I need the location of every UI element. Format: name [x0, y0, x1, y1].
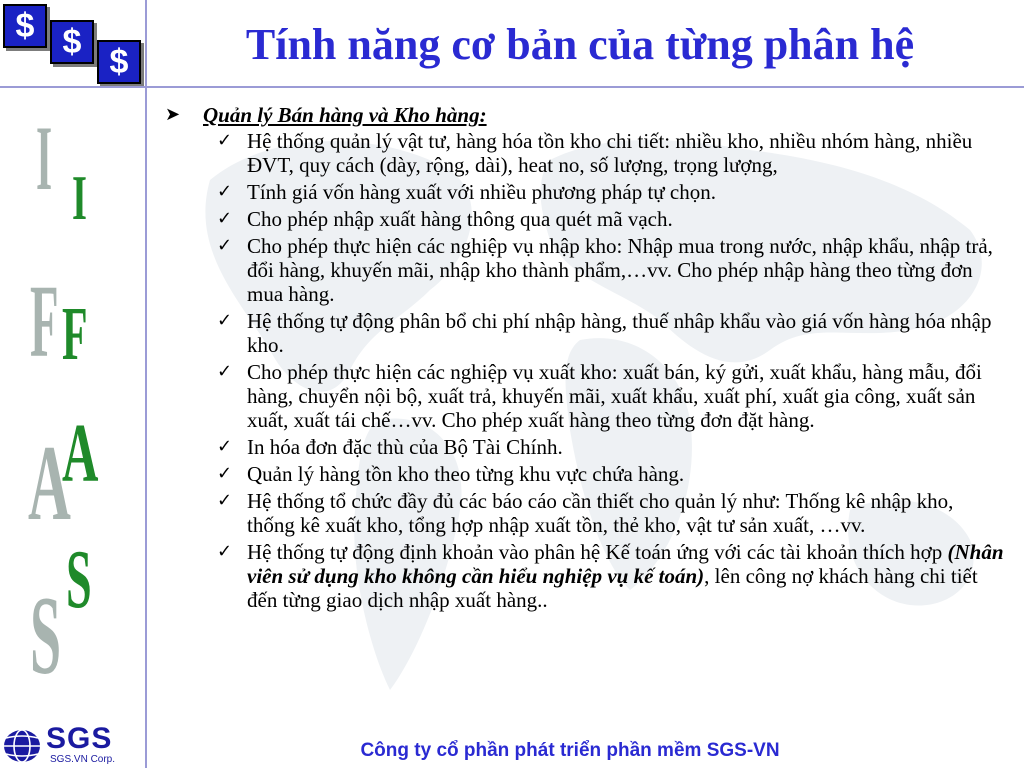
dollar-logo-tile-1: $	[3, 4, 47, 48]
sgs-logo-subtitle: SGS.VN Corp.	[50, 754, 116, 765]
section-heading: Quản lý Bán hàng và Kho hàng:	[203, 103, 487, 127]
list-item-text: Hệ thống tổ chức đầy đủ các báo cáo cần thiết cho quản lý như: Thống kê nhập kho, thống kê xuất kho, tổng hợp nhập xuất tồn, thẻ kho, vật tư sản xuất, …vv.	[247, 489, 954, 537]
list-item	[165, 360, 1005, 432]
globe-icon	[2, 728, 42, 764]
checkmark-icon: ✓	[217, 361, 233, 382]
list-item	[165, 207, 1005, 231]
dollar-logo-tile-2: $	[50, 20, 94, 64]
list-item-text-part: Hệ thống tự động định khoản vào phân hệ Kế toán ứng với các tài khoản thích hợp	[247, 540, 948, 564]
list-item-text: Cho phép nhập xuất hàng thông qua quét mã vạch.	[247, 207, 673, 231]
list-item	[165, 129, 1005, 177]
side-letter-green-a: A	[62, 407, 99, 500]
checkmark-icon: ✓	[217, 541, 233, 562]
list-item-text: Hệ thống tự động phân bổ chi phí nhập hàng, thuế nhâp khẩu vào giá vốn hàng hóa nhập kho.	[247, 309, 992, 357]
checkmark-icon: ✓	[217, 490, 233, 511]
section-heading-row	[165, 103, 1005, 127]
checkmark-icon: ✓	[217, 130, 233, 151]
side-letter-gray-a: A	[28, 424, 71, 543]
dollar-logo-tile-3: $	[97, 40, 141, 84]
list-item-emphasis: (Nhân viên sử dụng kho không cần hiểu nghiệp vụ kế toán)	[247, 540, 1004, 588]
list-item	[165, 234, 1005, 306]
list-item-text-part: , lên công nợ khách hàng chi tiết đến từng giao dịch nhập xuất hàng..	[247, 564, 978, 612]
page-title: Tính năng cơ bản của từng phân hệ	[245, 20, 915, 69]
list-item	[165, 435, 1005, 459]
list-item-text: Quản lý hàng tồn kho theo từng khu vực chứa hàng.	[247, 462, 685, 486]
side-letter-gray-f: F	[30, 264, 59, 379]
list-item-text	[247, 540, 1005, 612]
header-divider	[0, 86, 1024, 88]
sidebar-divider	[145, 0, 147, 768]
footer-company-name: Công ty cổ phần phát triển phần mềm SGS-VN	[360, 740, 780, 761]
list-item-text: Cho phép thực hiện các nghiệp vụ nhập kho: Nhập mua trong nước, nhập khẩu, nhập trả, đổi hàng, khuyến mãi, nhập kho thành phẩm,…vv. Cho phép nhập hàng theo từng đơn mua hàng.	[247, 234, 993, 306]
sgs-logo	[2, 722, 146, 766]
checkmark-icon: ✓	[217, 463, 233, 484]
checkmark-icon: ✓	[217, 235, 233, 256]
checkmark-icon: ✓	[217, 181, 233, 202]
side-letter-green-s: S	[66, 533, 92, 626]
list-item-text: Tính giá vốn hàng xuất với nhiều phương pháp tự chọn.	[247, 180, 716, 204]
feature-list	[165, 129, 1005, 612]
list-item	[165, 489, 1005, 537]
checkmark-icon: ✓	[217, 436, 233, 457]
checkmark-icon: ✓	[217, 310, 233, 331]
list-item	[165, 462, 1005, 486]
side-letter-green-i: I	[72, 162, 87, 233]
arrow-right-icon: ➤	[165, 104, 181, 125]
list-item	[165, 540, 1005, 612]
side-letter-green-f: F	[62, 292, 88, 376]
content-area	[165, 103, 1005, 615]
list-item	[165, 180, 1005, 204]
list-item-text: Hệ thống quản lý vật tư, hàng hóa tồn kho chi tiết: nhiều kho, nhiều nhóm hàng, nhiều ĐVT, quy cách (dày, rộng, dài), heat no, số lượng, trọng lượng,	[247, 129, 973, 177]
list-item	[165, 309, 1005, 357]
list-item-text: Cho phép thực hiện các nghiệp vụ xuất kho: xuất bán, ký gửi, xuất khẩu, hàng mẫu, đổi hàng, chuyển nội bộ, xuất trả, khuyến mãi, xuất khẩu, xuất phí, xuất gia công, xuất sản xuất, xuất tái chế…vv. Cho phép xuất hàng theo từng đơn đặt hàng.	[247, 360, 982, 432]
list-item-text: In hóa đơn đặc thù của Bộ Tài Chính.	[247, 435, 563, 459]
side-letter-gray-s: S	[30, 574, 62, 698]
sgs-logo-text: SGS	[46, 722, 113, 755]
side-letter-gray-i: I	[36, 107, 53, 209]
checkmark-icon: ✓	[217, 208, 233, 229]
